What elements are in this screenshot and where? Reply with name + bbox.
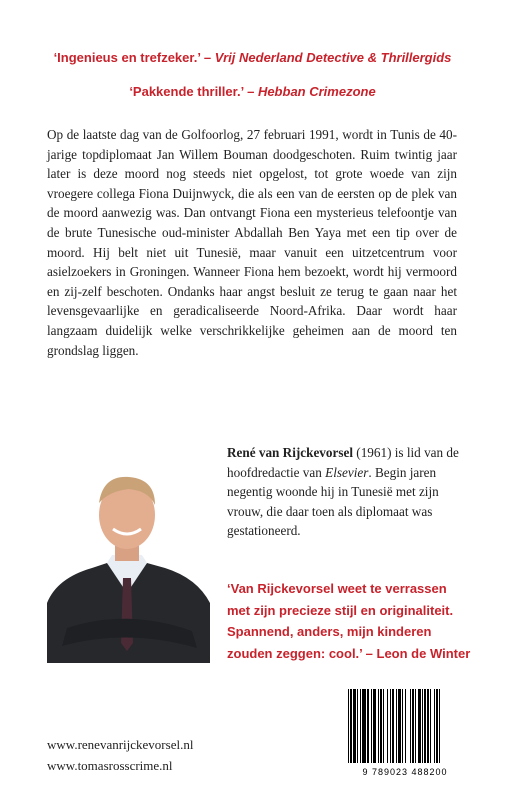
isbn-barcode xyxy=(340,687,470,787)
review-source-1: Vrij Nederland Detective & Thrillergids xyxy=(214,50,452,65)
synopsis xyxy=(47,125,457,360)
synopsis-text: Op de laatste dag van de Golfoorlog, 27 februari 1991, wordt in Tunis de 40-jarige topdiplomaat Jan Willem Bouman doodgeschoten. Ruim twintig jaar later is deze moord nog steeds niet opgelost, tot grote woede van zijn vroegere collega Fiona Duijnwyck, die als een van de eersten op de plek van de moord aanwezig was. Dan ontvangt Fiona een mysterieus telefoontje van de brute Tunesische oud-minister Abdallah Ben Yaya met een tip over de moord. Hij belt niet uit Tunesië, maar vanuit een uitzetcentrum voor asielzoekers in Groningen. Wanneer Fiona hem bezoekt, wordt hij vermoord en zij-zelf beschoten. Ondanks haar angst besluit ze terug te gaan naar het levensgevaarlijke en geradicaliseerde Noord-Afrika. Daar wordt haar langzaam duidelijk welke verschrikkelijke geheimen aan de moord ten grondslag liggen. xyxy=(47,127,457,358)
author-name: René van Rijckevorsel xyxy=(227,445,353,460)
magazine-name: Elsevier xyxy=(325,464,369,480)
isbn-digits: 9 789023 488200 xyxy=(362,767,448,777)
author-website[interactable]: www.renevanrijckevorsel.nl xyxy=(47,737,194,752)
author-bio: René van Rijckevorsel (1961) is lid van de hoofdredactie van Elsevier. Begin jaren negentig woonde hij in Tunesië met zijn vrouw, die daar toen als diplomaat was gestationeerd. xyxy=(227,445,459,539)
review-quote-1: ‘Ingenieus en trefzeker.’ – Vrij Nederland Detective & Thrillergids xyxy=(53,50,452,65)
publisher-website[interactable]: www.tomasrosscrime.nl xyxy=(47,758,173,773)
leon-de-winter-quote: ‘Van Rijckevorsel weet te verrassen met zijn precieze stijl en originaliteit. Spannend, anders, mijn kinderen zouden zeggen: cool.’ – Leon de Winter xyxy=(227,581,471,661)
review-quote-2: ‘Pakkende thriller.’ – Hebban Crimezone xyxy=(129,84,376,99)
review-source-2: Hebban Crimezone xyxy=(257,84,376,99)
author-photo xyxy=(47,443,210,663)
barcode-bars xyxy=(340,687,470,767)
website-links xyxy=(47,734,193,776)
